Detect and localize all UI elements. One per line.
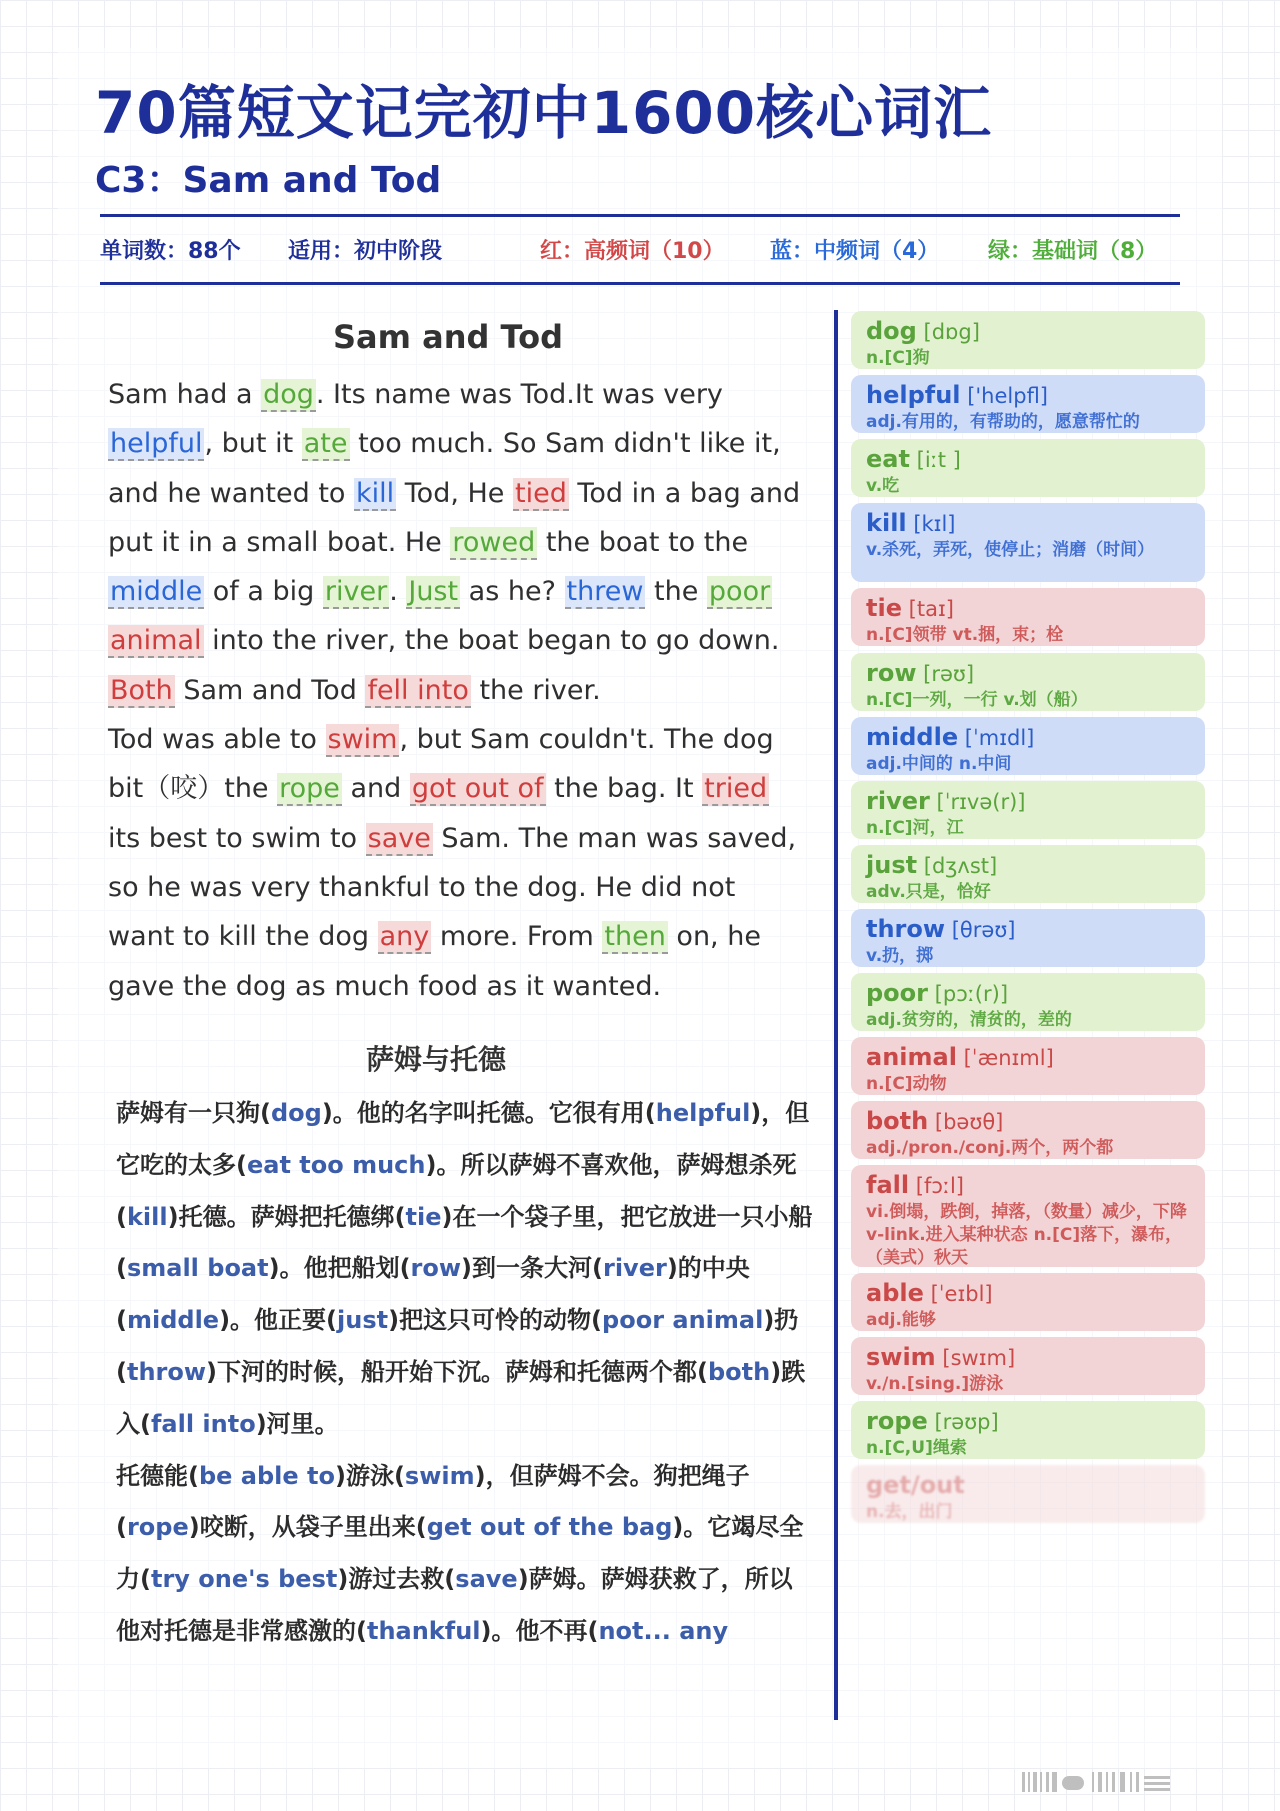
vocab-card (851, 1337, 1205, 1395)
highlighted-word: tied (515, 477, 567, 509)
vocab-definition: n.[C,U]绳索 (866, 1438, 967, 1458)
vocab-definition: n.[C]狗 (866, 348, 930, 368)
translation-text: )。它竭尽全力( (116, 1513, 804, 1594)
highlighted-word: Both (110, 674, 173, 706)
vocab-word: fall (866, 1171, 910, 1199)
highlighted-word: swim (327, 724, 398, 756)
vocab-headword (866, 915, 1190, 943)
highlighted-word: rowed (452, 526, 536, 558)
vocab-definition: v.扔，掷 (866, 946, 934, 966)
vocab-card (851, 503, 1205, 582)
keyword: swim (404, 1461, 475, 1490)
vocab-headword (866, 979, 1190, 1007)
passage-text: Tod in a bag and put it in a small boat. He (108, 477, 801, 558)
passage-text: as he? (460, 576, 565, 608)
highlighted-word: then (604, 921, 666, 953)
highlighted-word: fell into (367, 674, 469, 706)
vocab-headword (866, 509, 1190, 537)
keyword: dog (270, 1099, 322, 1127)
vocab-headword (866, 381, 1190, 409)
vocab-headword (866, 851, 1190, 879)
vocab-phonetic: [ˈrɪvə(r)] (929, 790, 1026, 814)
column-divider (834, 310, 838, 1720)
english-passage (76, 370, 806, 1011)
highlighted-word: got out of (411, 773, 544, 805)
passage-text: Sam. The man was saved, so he was very thankful to the dog. He did not want to kill the dog (108, 822, 797, 953)
passage-text: on, he gave the dog as much food as it wanted. (108, 921, 761, 1002)
keyword: row (410, 1254, 462, 1283)
vocab-card (851, 781, 1205, 839)
vocab-word: kill (866, 509, 907, 537)
vocab-headword (866, 317, 1190, 345)
highlighted-word: threw (566, 576, 644, 608)
english-paragraph-2 (76, 715, 806, 1011)
highlighted-word: helpful (110, 428, 203, 460)
vocab-word: dog (866, 317, 917, 345)
translation-text: )把这只可怜的动物( (388, 1306, 603, 1335)
passage-text: the bag. It (545, 773, 703, 805)
translation-text: )。他不再( (480, 1616, 599, 1645)
translation-text: )托德。萨姆把托德绑( (167, 1202, 406, 1231)
translation-text: )游过去救( (337, 1565, 456, 1594)
highlighted-word: tried (704, 773, 768, 805)
keyword: fall into (150, 1409, 256, 1438)
keyword: be able to (198, 1461, 335, 1490)
vocab-word: helpful (866, 381, 961, 409)
keyword: just (337, 1306, 389, 1335)
vocab-definition: v.杀死，弄死，使停止；消磨（时间） (866, 540, 1155, 560)
vocab-word: eat (866, 445, 910, 473)
passage-text: and (341, 773, 410, 805)
vocab-phonetic: [taɪ] (901, 597, 954, 621)
usage-label: 适用：初中阶段 (288, 239, 443, 264)
translation-text: )。他的名字叫托德。它很有用( (321, 1099, 656, 1127)
passage-text: more. From (431, 921, 603, 953)
vocab-word: river (866, 787, 930, 815)
translation-text: 萨姆有一只狗( (116, 1099, 271, 1127)
vocab-headword (866, 1279, 1190, 1307)
vocab-definition: n.[C]领带 vt.捆，束；栓 (866, 625, 1064, 645)
chinese-paragraph-1 (84, 1088, 816, 1451)
passage-text: the boat to the (537, 526, 749, 558)
keyword: save (455, 1565, 518, 1594)
keyword: river (602, 1254, 667, 1283)
english-title: Sam and Tod (333, 318, 564, 356)
english-paragraph-1 (76, 370, 806, 715)
translation-text: )到一条大河( (461, 1254, 603, 1283)
highlighted-word: ate (303, 428, 348, 460)
vocab-card (851, 909, 1205, 967)
vocab-definition: adj.能够 (866, 1310, 936, 1330)
passage-text: Sam and Tod (174, 674, 366, 706)
translation-text: 托德能( (116, 1461, 199, 1490)
keyword: not... any (598, 1616, 729, 1645)
vocab-phonetic: [fɔːl] (909, 1174, 964, 1198)
vocab-phonetic: [ˈeɪbl] (923, 1282, 993, 1306)
vocab-word: poor (866, 979, 928, 1007)
vocab-card (851, 1401, 1205, 1459)
vocab-card (851, 588, 1205, 646)
vocab-phonetic: [bəʊθ] (928, 1110, 1004, 1134)
header-rule-top (100, 214, 1180, 217)
vocab-definition: n.去，出门 (866, 1502, 953, 1522)
vocab-definition: adv.只是，恰好 (866, 882, 991, 902)
vocab-card (851, 1037, 1205, 1095)
vocab-word: able (866, 1279, 924, 1307)
legend-green: 绿：基础词（8） (988, 239, 1158, 264)
translation-text: )跌入( (116, 1357, 806, 1438)
vocab-phonetic: [ˈænɪml] (956, 1046, 1054, 1070)
vocab-definition: adj.中间的 n.中间 (866, 754, 1012, 774)
highlighted-word: any (379, 921, 430, 953)
passage-text: the (645, 576, 707, 608)
passage-text: into the river, the boat began to go down. (203, 625, 780, 657)
vocab-headword (866, 723, 1190, 751)
vocab-headword (866, 787, 1190, 815)
vocab-word: swim (866, 1343, 936, 1371)
vocab-word: row (866, 659, 917, 687)
keyword: small boat (126, 1254, 269, 1283)
keyword: helpful (655, 1099, 751, 1127)
chinese-title: 萨姆与托德 (366, 1043, 507, 1076)
translation-text: )在一个袋子里，把它放进一只小船( (116, 1202, 813, 1283)
highlighted-word: animal (110, 625, 202, 657)
word-count: 单词数：88个 (100, 239, 241, 264)
keyword: both (707, 1357, 771, 1386)
vocab-card (851, 375, 1205, 433)
passage-text: , but Sam couldn't. The dog bit（咬）the (108, 724, 774, 805)
vocab-card (851, 717, 1205, 775)
vocab-word: tie (866, 594, 902, 622)
translation-text: )扔( (116, 1306, 799, 1386)
vocab-headword (866, 1407, 1190, 1435)
passage-text: . Its name was Tod.It was very (315, 379, 723, 410)
passage-text: of a big (204, 576, 323, 608)
vocab-phonetic: [iːt ] (909, 448, 961, 472)
vocab-card (851, 653, 1205, 711)
vocab-headword (866, 1343, 1190, 1371)
highlighted-word: poor (708, 576, 771, 608)
vocab-phonetic: [dʒʌst] (917, 854, 998, 878)
header-rule-bottom (100, 282, 1180, 285)
highlighted-word: river (324, 576, 388, 608)
translation-text: )。他把船划( (268, 1254, 411, 1283)
chapter-subtitle: C3：Sam and Tod (95, 160, 442, 201)
passage-text: Tod, He (396, 477, 513, 509)
vocab-card (851, 845, 1205, 903)
translation-text: )。所以萨姆不喜欢他，萨姆想杀死( (116, 1150, 797, 1231)
passage-text: its best to swim to (108, 822, 366, 854)
highlighted-word: dog (263, 379, 314, 410)
vocab-card (851, 311, 1205, 369)
vocab-card (851, 1273, 1205, 1331)
passage-text: Tod was able to (108, 724, 326, 756)
keyword: tie (405, 1202, 442, 1231)
passage-text: . (389, 576, 407, 608)
vocab-phonetic: [swɪm] (935, 1346, 1016, 1370)
vocab-definition: vi.倒塌，跌倒，掉落，（数量）减少，下降 v-link.进入某种状态 n.[C]落下，瀑布，（美式）秋天 (866, 1202, 1187, 1267)
translation-text: )咬断，从袋子里出来( (188, 1513, 427, 1542)
keyword: throw (126, 1357, 207, 1386)
translation-text: )的中央( (116, 1254, 750, 1335)
vocab-card (851, 973, 1205, 1031)
translation-text: )萨姆。萨姆获救了，所以他对托德是非常感激的( (116, 1565, 793, 1645)
highlighted-word: Just (408, 576, 459, 608)
vocab-word: get/out (866, 1471, 965, 1499)
keyword: eat too much (246, 1150, 426, 1179)
highlighted-word: rope (279, 773, 340, 805)
vocab-definition: v./n.[sing.]游泳 (866, 1374, 1004, 1394)
vocab-headword (866, 594, 1190, 622)
legend-blue: 蓝：中频词（4） (770, 239, 940, 264)
translation-text: )游泳( (334, 1461, 405, 1490)
meta-bar (100, 234, 1180, 268)
keyword: rope (126, 1513, 189, 1542)
vocab-headword (866, 445, 1190, 473)
keyword: try one's best (150, 1565, 338, 1594)
vocab-headword (866, 1171, 1190, 1199)
translation-text: )河里。 (255, 1409, 339, 1438)
vocab-headword (866, 1107, 1190, 1135)
vocab-word: animal (866, 1043, 957, 1071)
page-title: 70篇短文记完初中1600核心词汇 (95, 79, 993, 147)
vocab-card (851, 1101, 1205, 1159)
vocab-phonetic: [rəʊ] (916, 662, 975, 686)
passage-text: the river. (470, 674, 601, 706)
vocab-definition: n.[C]河，江 (866, 818, 964, 838)
highlighted-word: kill (356, 477, 395, 509)
translation-text: )。他正要( (219, 1306, 338, 1335)
chinese-paragraph-2 (84, 1451, 816, 1658)
vocab-definition: n.[C]一列，一行 v.划（船） (866, 690, 1088, 710)
keyword: middle (126, 1306, 220, 1335)
vocab-word: both (866, 1107, 929, 1135)
keyword: kill (126, 1202, 168, 1231)
vocab-phonetic: [ˈmɪdl] (958, 726, 1035, 750)
vocab-card (851, 1165, 1205, 1267)
keyword: get out of the bag (426, 1513, 673, 1542)
highlighted-word: save (367, 822, 431, 854)
keyword: thankful (366, 1616, 481, 1645)
vocab-phonetic: [pɔː(r)] (928, 982, 1009, 1006)
translation-text: )，但萨姆不会。狗把绳子( (116, 1461, 750, 1542)
vocab-word: rope (866, 1407, 928, 1435)
vocab-headword (866, 659, 1190, 687)
passage-text: , but it (204, 428, 302, 460)
vocab-definition: adj.贫穷的，清贫的，差的 (866, 1010, 1072, 1030)
vocab-card (851, 1465, 1205, 1523)
vocab-word: just (866, 851, 918, 879)
vocab-phonetic: [rəʊp] (927, 1410, 999, 1434)
passage-text: Sam had a (108, 379, 262, 410)
legend-red: 红：高频词（10） (540, 239, 725, 264)
vocab-definition: n.[C]动物 (866, 1074, 947, 1094)
vocab-phonetic: [dɒg] (916, 320, 980, 344)
highlighted-word: middle (110, 576, 203, 608)
chinese-passage (84, 1088, 816, 1658)
vocab-word: middle (866, 723, 959, 751)
vocab-definition: v.吃 (866, 476, 900, 496)
keyword: poor animal (602, 1306, 764, 1335)
vocab-definition: adj.有用的，有帮助的，愿意帮忙的 (866, 412, 1140, 432)
vocab-phonetic: [kɪl] (906, 512, 956, 536)
vocab-headword (866, 1043, 1190, 1071)
translation-text: )下河的时候，船开始下沉。萨姆和托德两个都( (206, 1357, 708, 1386)
vocab-headword (866, 1471, 1190, 1499)
passage-text: too much. So Sam didn't like it, and he wanted to (108, 428, 781, 509)
vocab-word: throw (866, 915, 946, 943)
vocab-card (851, 439, 1205, 497)
vocab-definition: adj./pron./conj.两个，两个都 (866, 1138, 1114, 1158)
vocab-phonetic: [θrəʊ] (945, 918, 1016, 942)
watermark-logo (1022, 1768, 1252, 1796)
translation-text: )，但它吃的太多( (116, 1099, 810, 1179)
vocab-phonetic: ['helpfl] (960, 384, 1048, 408)
